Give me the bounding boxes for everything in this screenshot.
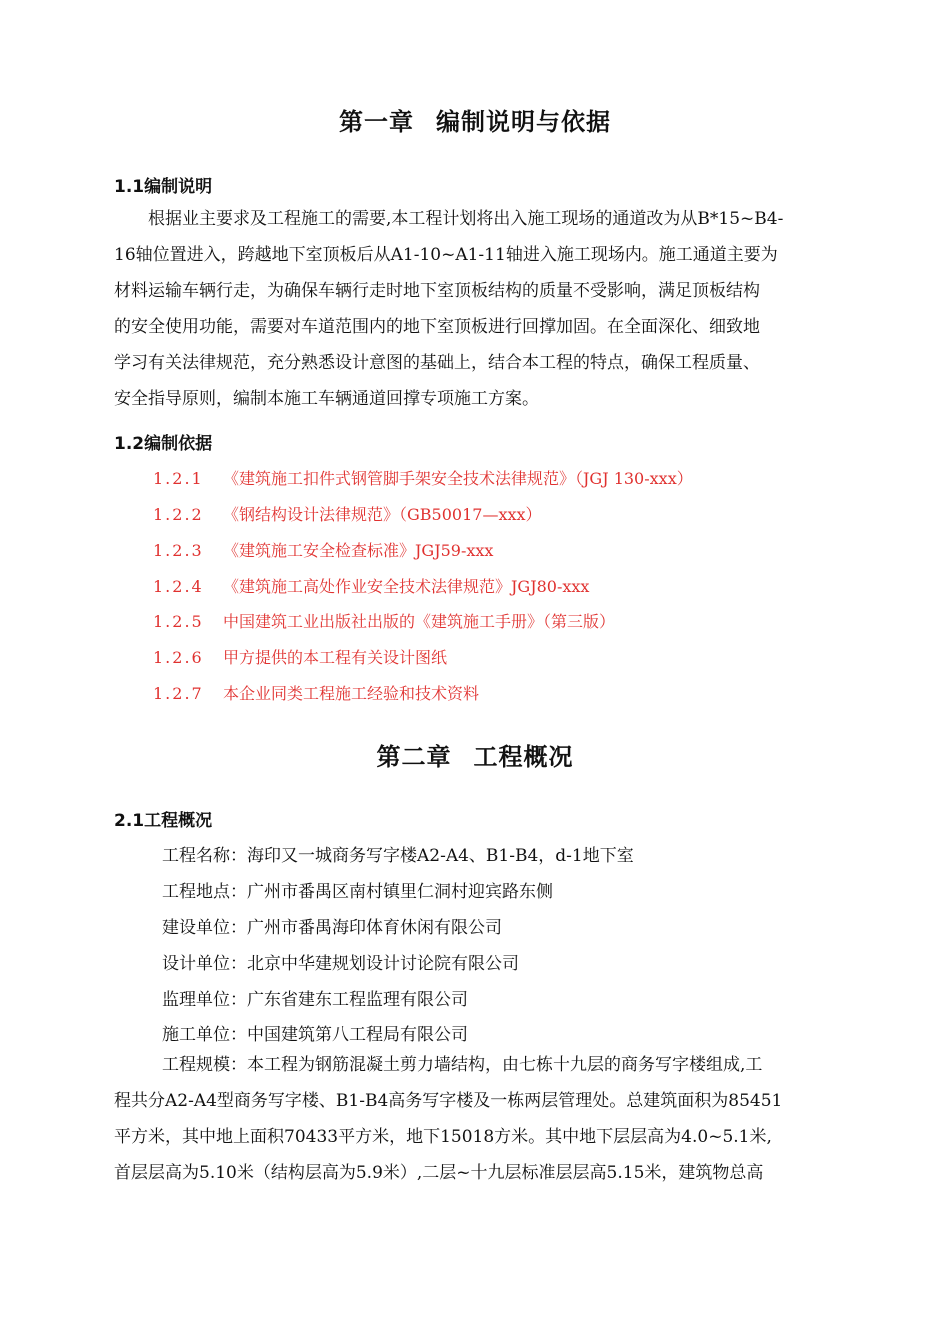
section-2-1-heading: 2.1工程概况 <box>114 811 213 831</box>
paragraph-line: 的安全使用功能，需要对车道范围内的地下室顶板进行回撑加固。在全面深化、细致地 <box>114 317 760 337</box>
paragraph-line: 安全指导原则，编制本施工车辆通道回撑专项施工方案。 <box>114 389 539 409</box>
chapter-1-number: 第一章 <box>339 108 414 136</box>
project-name-line: 工程名称：海印又一城商务写字楼A2-A4、B1-B4，d-1地下室 <box>162 846 634 866</box>
paragraph-line: 工程规模：本工程为钢筋混凝土剪力墙结构，由七栋十九层的商务写字楼组成,工 <box>162 1055 763 1075</box>
basis-item: 1.2.7 本企业同类工程施工经验和技术资料 <box>153 684 480 703</box>
contractor-line: 施工单位：中国建筑第八工程局有限公司 <box>162 1025 468 1045</box>
chapter-1-name: 编制说明与依据 <box>436 108 611 136</box>
paragraph-line: 16轴位置进入，跨越地下室顶板后从A1-10~A1-11轴进入施工现场内。施工通道主要为 <box>114 245 778 265</box>
chapter-2-title <box>0 737 950 772</box>
designer-line: 设计单位：北京中华建规划设计讨论院有限公司 <box>162 954 519 974</box>
chapter-2-name: 工程概况 <box>473 743 574 771</box>
project-location-line: 工程地点：广州市番禺区南村镇里仁洞村迎宾路东侧 <box>162 882 553 902</box>
paragraph-line: 材料运输车辆行走，为确保车辆行走时地下室顶板结构的质量不受影响，满足顶板结构 <box>114 281 760 301</box>
paragraph-line: 平方米，其中地上面积70433平方米，地下15018方米。其中地下层层高为4.0~5.1米, <box>114 1127 772 1147</box>
chapter-2-number: 第二章 <box>376 743 452 771</box>
basis-item: 1.2.1 《建筑施工扣件式钢管脚手架安全技术法律规范》（JGJ 130-xxx） <box>153 469 693 488</box>
paragraph-line: 根据业主要求及工程施工的需要,本工程计划将出入施工现场的通道改为从B*15~B4- <box>148 209 784 229</box>
paragraph-line: 首层层高为5.10米（结构层高为5.9米）,二层~十九层标准层层高5.15米，建筑物总高 <box>114 1163 764 1183</box>
basis-item: 1.2.5 中国建筑工业出版社出版的《建筑施工手册》（第三版） <box>153 612 616 631</box>
paragraph-line: 学习有关法律规范，充分熟悉设计意图的基础上，结合本工程的特点，确保工程质量、 <box>114 353 760 373</box>
basis-item: 1.2.2 《钢结构设计法律规范》（GB50017—xxx） <box>153 505 542 524</box>
section-1-1-paragraph <box>114 201 854 417</box>
section-1-2-heading: 1.2编制依据 <box>114 434 213 454</box>
developer-line: 建设单位：广州市番禺海印体育休闲有限公司 <box>162 918 502 938</box>
basis-item: 1.2.3 《建筑施工安全检查标准》JGJ59-xxx <box>153 541 494 560</box>
basis-item: 1.2.4 《建筑施工高处作业安全技术法律规范》JGJ80-xxx <box>153 577 590 596</box>
section-1-1-heading: 1.1编制说明 <box>114 177 213 197</box>
paragraph-line: 程共分A2-A4型商务写字楼、B1-B4高务写字楼及一栋两层管理处。总建筑面积为85451 <box>114 1091 783 1111</box>
chapter-1-title <box>0 102 950 137</box>
project-scale-paragraph <box>114 1047 854 1191</box>
basis-item: 1.2.6 甲方提供的本工程有关设计图纸 <box>153 648 448 667</box>
supervisor-line: 监理单位：广东省建东工程监理有限公司 <box>162 990 468 1010</box>
